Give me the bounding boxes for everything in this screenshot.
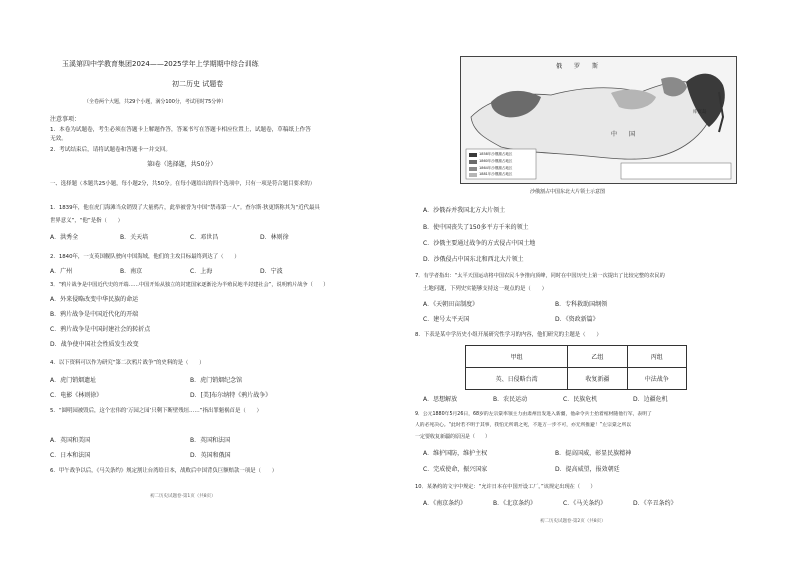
table-cell: 收复新疆	[568, 368, 627, 390]
q9-option-c: C．完成使命，振兴国家	[423, 466, 488, 473]
q6-option-b: B．使中国丧失了150多平方千米的领土	[423, 224, 529, 231]
question-8: 8．下表是某中学历史小组开展研究性学习的内容，他们研究的主题是（ ）	[415, 332, 602, 338]
map-label-sakhalin: 库页岛	[693, 110, 707, 115]
section-heading: 第Ⅰ卷（选择题，共50分）	[147, 161, 217, 168]
table-row	[466, 368, 687, 390]
notice-item-2: 2．考试结束后，请将试题卷和答题卡一并交回。	[50, 147, 172, 153]
q7-option-b: B．专科救助国纲领	[555, 301, 608, 308]
q10-option-a: A．《南京条约》	[423, 500, 467, 507]
q7-option-a: A．《天朝田亩制度》	[423, 301, 479, 308]
right-column	[415, 0, 755, 562]
q2-option-c: C．上海	[190, 268, 213, 275]
question-1b: 世界意义”，“他”是指（ ）	[50, 218, 124, 224]
q1-option-d: D．林则徐	[260, 234, 289, 241]
q7-option-c: C．建号太平天国	[423, 316, 470, 323]
legend-item-2: 1860年沙俄割占地区	[479, 159, 513, 163]
q5-option-b: B．英国和法国	[190, 437, 231, 444]
q2-option-a: A．广州	[50, 268, 73, 275]
table-header-cell: 乙组	[568, 346, 627, 368]
q9-option-b: B．提高国威，彰显民族精神	[555, 450, 632, 457]
q9-option-a: A．维护国防，维护主权	[423, 450, 488, 457]
left-column	[50, 0, 392, 562]
map-figure	[460, 56, 737, 184]
q8-option-a: A．思想解放	[423, 396, 458, 403]
q6-option-c: C．沙俄主要通过战争的方式侵占中国土地	[423, 240, 536, 247]
table-header-row	[466, 346, 687, 368]
question-9: 9．公元1880年5月26日，68岁的左宗棠率领主力由肃州出发进入新疆，他命令兵士抬着棺材随他行军，表明了	[415, 412, 652, 417]
notice-item-1b: 无效。	[50, 136, 67, 142]
map-label-russia: 俄 罗 斯	[556, 63, 599, 70]
map-drawing	[461, 57, 736, 183]
question-3: 3．“鸦片战争是中国近代史的开端……中国开始从独立的封建国家逐渐沦为半殖民地半封建社会”，说明鸦片战争（ ）	[50, 282, 329, 288]
question-9b: 人的必死决心。“此时若不明于其事，我怕无所谓之死，不进万一步不可，亦无所推避！”左宗棠之所以	[415, 423, 632, 428]
notice-title: 注意事项：	[50, 116, 81, 123]
q10-option-d: D．《辛丑条约》	[633, 500, 677, 507]
q2-option-b: B．南京	[120, 268, 143, 275]
q4-option-b: B．虎门销烟纪念馆	[190, 377, 243, 384]
q4-option-a: A．虎门销烟遗址	[50, 377, 97, 384]
q10-option-b: B．《北京条约》	[493, 500, 537, 507]
q3-option-d: D．战争使中国社会性质发生改变	[50, 341, 139, 348]
question-7b: 土地问题，下列史实能够支持这一观点的是（ ）	[423, 286, 547, 292]
q7-option-d: D．《资政新篇》	[555, 316, 599, 323]
q6-option-d: D．沙俄侵占中国东北和西北大片领土	[423, 256, 524, 263]
table-header-cell: 甲组	[466, 346, 568, 368]
q8-option-b: B．农民运动	[493, 396, 528, 403]
question-5: 5．“圆明园被毁后，这个宏伟的‘万园之园’只剩下断壁残垣……”指出罪魁祸首是（ ）	[50, 408, 262, 414]
q1-option-b: B．关天培	[120, 234, 149, 241]
page-footer-right: 初二历史试题卷·第2页（共8页）	[540, 519, 606, 524]
map-label-china: 中 国	[611, 131, 636, 138]
research-table	[465, 345, 687, 390]
q9-option-d: D．提高威望，报效朝廷	[555, 466, 620, 473]
q6-option-a: A．沙俄吞并我国北方大片领土	[423, 207, 506, 214]
q1-option-c: C．邓世昌	[190, 234, 219, 241]
question-6: 6．甲午战争以后，《马关条约》规定割让台湾给日本，战败后中国背负巨额赔款一项是（ ）	[50, 468, 278, 474]
table-header-cell: 丙组	[627, 346, 686, 368]
notice-item-1: 1．本卷为试题卷，考生必须在答题卡上解题作答，答案书写在答题卡相应位置上，试题卷，草稿纸上作答	[50, 127, 311, 133]
question-10: 10．某条约的文字中规定：“允许日本在中国开设工厂。”该规定出现在（ ）	[415, 484, 596, 490]
table-cell: 中法战争	[627, 368, 686, 390]
table-cell: 英、日侵略台湾	[466, 368, 568, 390]
q8-option-c: C．民族危机	[563, 396, 598, 403]
question-1: 1．1839年，他在虎门海滩当众销毁了大量鸦片，此举被誉为中国“禁毒第一人”。查尔斯·狄更斯称其为“近代最具	[50, 205, 320, 211]
legend-item-1: 1858年沙俄割占地区	[479, 152, 513, 156]
q4-option-c: C．电影《林则徐》	[50, 392, 103, 399]
page-footer-left: 初二历史试题卷·第1页（共8页）	[150, 494, 216, 499]
q4-option-d: D．[美]布尔纳特《鸦片战争》	[190, 392, 272, 399]
q5-option-d: D．英国和俄国	[190, 452, 231, 459]
q8-option-d: D．边疆危机	[633, 396, 668, 403]
question-4: 4．以下资料可以作为研究“第二次鸦片战争”的史料的是（ ）	[50, 360, 205, 366]
q2-option-d: D．宁波	[260, 268, 283, 275]
school-title: 玉溪第四中学教育集团2024——2025学年上学期期中综合训练	[62, 60, 259, 68]
question-2: 2．1840年，一支英国舰队驶向中国海域，他们的主攻目标最终到达了（ ）	[50, 254, 240, 260]
question-9c: 一定要收复新疆的原因是（ ）	[415, 434, 491, 440]
q3-option-a: A．外来侵略改变中华民族的命运	[50, 296, 139, 303]
q1-option-a: A．洪秀全	[50, 234, 79, 241]
q5-option-c: C．日本和法国	[50, 452, 91, 459]
q10-option-c: C．《马关条约》	[563, 500, 607, 507]
q3-option-c: C．鸦片战争是中国封建社会的转折点	[50, 326, 151, 333]
map-caption: 沙俄割占中国东北大片领土示意图	[530, 189, 606, 195]
section-instruction: 一、选择题（本题共25小题，每小题2分，共50分。在每小题给出的四个选项中，只有一项是符合题目要求的）	[50, 181, 316, 187]
q5-option-a: A．英国和美国	[50, 437, 91, 444]
legend-item-3: 1864年沙俄割占地区	[479, 166, 513, 170]
exam-info: （全卷两个大题，共29个小题，满分100分，考试用时75分钟）	[84, 99, 227, 105]
legend-item-4: 1881年沙俄割占地区	[479, 172, 513, 176]
question-7: 7．有学者指出：“太平天国运动将中国农民斗争推向顶峰，同时在中国历史上第一次提出了比较完整的农民的	[415, 273, 665, 279]
exam-title: 初二历史 试题卷	[172, 80, 224, 88]
q3-option-b: B．鸦片战争是中国近代化的开端	[50, 311, 139, 318]
